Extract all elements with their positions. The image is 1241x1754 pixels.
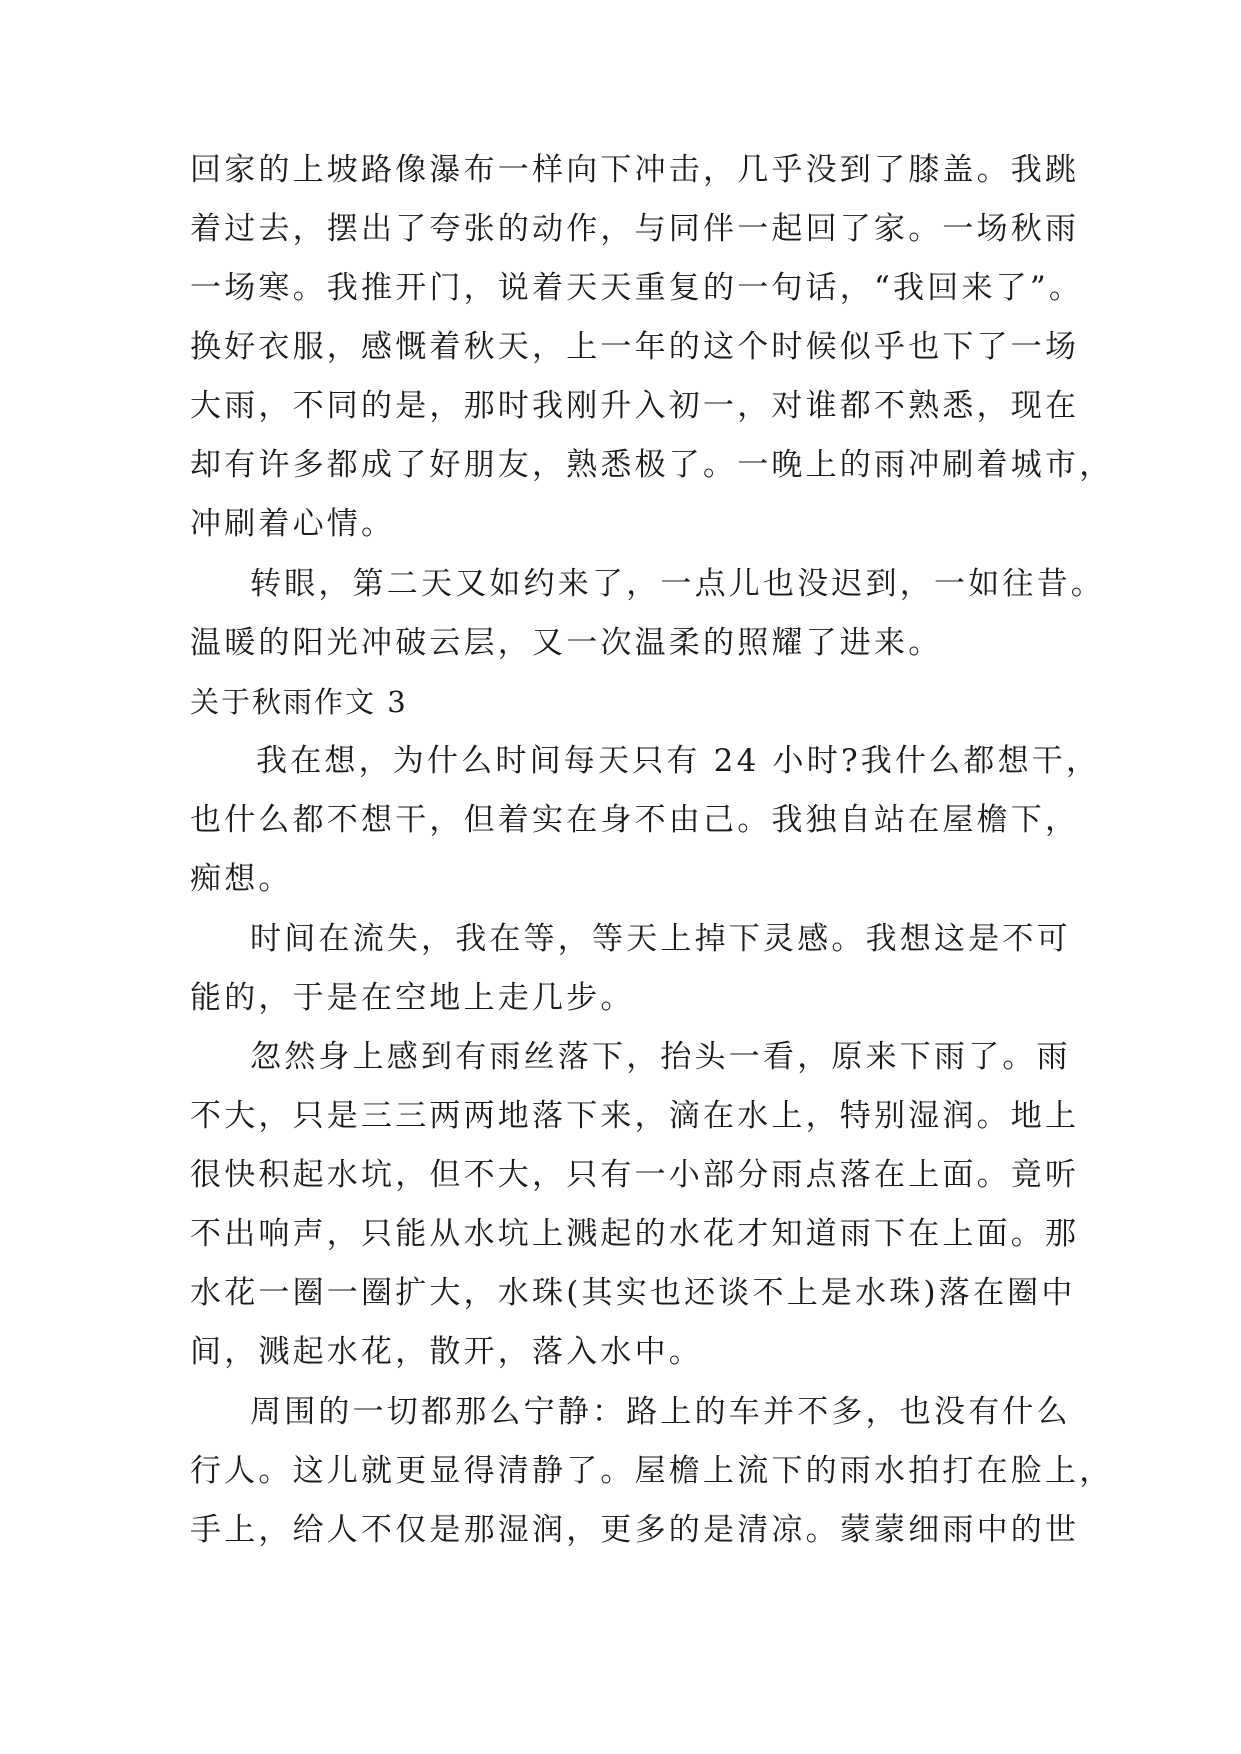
text-line: 换好衣服，感慨着秋天，上一年的这个时候似乎也下了一场 <box>190 329 1080 365</box>
text-line: 我在想，为什么时间每天只有 24 小时?我什么都想干， <box>256 743 1101 779</box>
text-line: 手上，给人不仅是那湿润，更多的是清凉。蒙蒙细雨中的世 <box>190 1512 1080 1548</box>
text-line: 不出响声，只能从水坑上溅起的水花才知道雨下在上面。那 <box>190 1216 1080 1252</box>
text-line: 行人。这儿就更显得清静了。屋檐上流下的雨水拍打在脸上， <box>190 1453 1114 1489</box>
text-line: 着过去，摆出了夸张的动作，与同伴一起回了家。一场秋雨 <box>190 211 1080 247</box>
text-line: 冲刷着心情。 <box>190 506 396 542</box>
text-line: 温暖的阳光冲破云层，又一次温柔的照耀了进来。 <box>190 625 943 661</box>
text-line: 回家的上坡路像瀑布一样向下冲击，几乎没到了膝盖。我跳 <box>190 152 1080 188</box>
text-line: 却有许多都成了好朋友，熟悉极了。一晚上的雨冲刷着城市， <box>190 447 1114 483</box>
section-heading: 关于秋雨作文 3 <box>190 685 408 719</box>
text-line: 很快积起水坑，但不大，只有一小部分雨点落在上面。竟听 <box>190 1157 1080 1193</box>
text-line: 痴想。 <box>190 861 293 897</box>
text-line: 时间在流失，我在等，等天上掉下灵感。我想这是不可 <box>250 921 1071 957</box>
text-line: 周围的一切都那么宁静：路上的车并不多，也没有什么 <box>250 1394 1071 1430</box>
text-line: 也什么都不想干，但着实在身不由己。我独自站在屋檐下， <box>190 802 1080 838</box>
text-line: 一场寒。我推开门，说着天天重复的一句话，“我回来了”。 <box>190 270 1084 306</box>
text-line: 忽然身上感到有雨丝落下，抬头一看，原来下雨了。雨 <box>250 1039 1071 1075</box>
text-line: 水花一圈一圈扩大，水珠(其实也还谈不上是水珠)落在圈中 <box>190 1275 1076 1311</box>
text-line: 能的，于是在空地上走几步。 <box>190 980 635 1016</box>
text-line: 间，溅起水花，散开，落入水中。 <box>190 1334 703 1370</box>
text-line: 转眼，第二天又如约来了，一点儿也没迟到，一如往昔。 <box>250 566 1105 602</box>
text-line: 不大，只是三三两两地落下来，滴在水上，特别湿润。地上 <box>190 1098 1080 1134</box>
text-line: 大雨，不同的是，那时我刚升入初一，对谁都不熟悉，现在 <box>190 388 1080 424</box>
